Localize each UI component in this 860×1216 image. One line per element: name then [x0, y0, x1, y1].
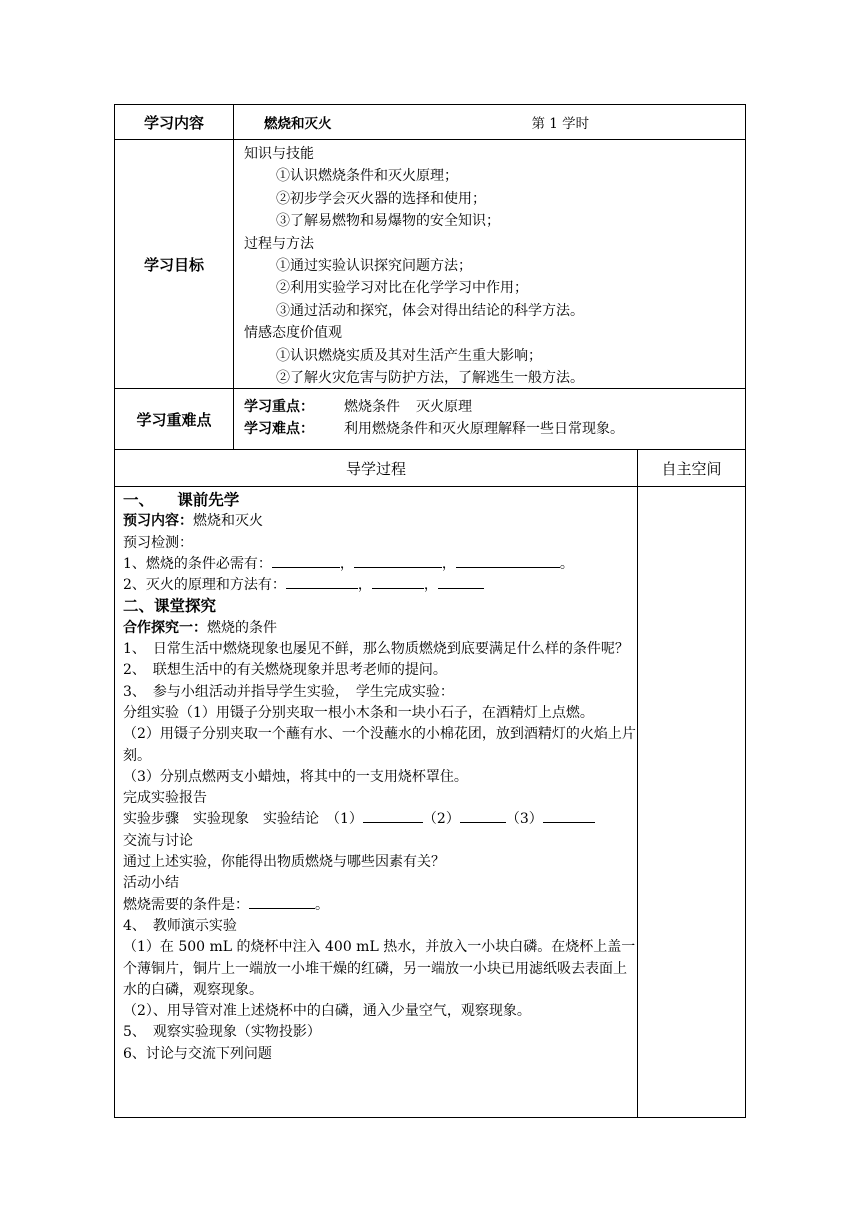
- label-learning-goals: 学习目标: [115, 140, 234, 388]
- blank: [286, 575, 358, 589]
- question-2: [123, 575, 637, 596]
- process-header: 导学过程: [115, 450, 638, 486]
- paragraph: （2）用镊子分别夹取一个蘸有水、一个没蘸水的小棉花团，放到酒精灯的火焰上片刻。: [123, 726, 636, 764]
- paragraph: 5、 观察实验现象（实物投影）: [123, 1024, 321, 1041]
- paragraph: 活动小结: [123, 875, 179, 892]
- summary-text: 燃烧需要的条件是：: [123, 896, 249, 913]
- difficulty-label: 学习难点：: [244, 421, 314, 437]
- paragraph: （2）、用导管对准上述烧杯中的白磷，通入少量空气，观察现象。: [123, 1003, 531, 1020]
- paragraph: 2、 联想生活中的有关燃烧现象并思考老师的提问。: [123, 662, 447, 679]
- preview-check: 预习检测：: [123, 534, 193, 551]
- goal-heading: 过程与方法: [244, 235, 314, 252]
- goal-item: ③通过活动和探究，体会对得出结论的科学方法。: [276, 302, 584, 319]
- section-title: 二、课堂探究: [123, 597, 217, 616]
- key-point-line: [244, 396, 745, 418]
- label-learning-content: 学习内容: [115, 105, 234, 139]
- paragraph: （1）在 500 mL 的烧杯中注入 400 mL 热水，并放入一小块白磷。在烧杯上盖一个薄铜片，铜片上一端放一小堆干燥的红磷，另一端放一小块已用滤纸吸去表面上水的白磷，观察现象。: [123, 939, 636, 998]
- key-point-value: 燃烧条件: [344, 399, 400, 415]
- report-line: [123, 809, 637, 830]
- summary-line: [123, 895, 637, 916]
- coop-value: 燃烧的条件: [207, 619, 277, 636]
- space-header: 自主空间: [661, 459, 722, 478]
- paragraph: （3）分别点燃两支小蜡烛，将其中的一支用烧杯罩住。: [123, 768, 468, 785]
- sep: 。: [315, 896, 329, 913]
- paragraph: 4、 教师演示实验: [123, 917, 237, 934]
- blank: [372, 575, 424, 589]
- difficulty-line: [244, 418, 745, 440]
- paragraph: 6、讨论与交流下列问题: [123, 1045, 272, 1062]
- goal-heading: 情感态度价值观: [244, 325, 342, 342]
- sep: ，: [441, 555, 456, 572]
- lesson-period: 第 1 学时: [531, 116, 590, 132]
- report-text: 实验步骤 实验现象 实验结论 （1）: [123, 811, 363, 828]
- blank: [543, 809, 595, 823]
- blank: [438, 575, 484, 589]
- paragraph: 1、 日常生活中燃烧现象也屡见不鲜，那么物质燃烧到底要满足什么样的条件呢？: [123, 641, 629, 658]
- key-point-label: 学习重点：: [244, 399, 314, 415]
- paragraph: 交流与讨论: [123, 832, 193, 849]
- paragraph: 通过上述实验，你能得出物质燃烧与哪些因素有关？: [123, 854, 445, 871]
- blank: [272, 554, 340, 568]
- blank: [460, 809, 506, 823]
- difficulty-value: 利用燃烧条件和灭火原理解释一些日常现象。: [344, 421, 624, 437]
- content-cell: [234, 105, 745, 139]
- report-text: （2）: [422, 811, 460, 828]
- goal-item: ②利用实验学习对比在化学学习中作用；: [276, 280, 528, 297]
- label-key-points: 学习重难点: [115, 389, 234, 449]
- goal-item: ②初步学会灭火器的选择和使用；: [276, 190, 486, 207]
- key-points-cell: [234, 389, 745, 449]
- goal-item: ①通过实验认识探究问题方法；: [276, 258, 472, 275]
- row-header: [114, 450, 746, 487]
- goal-item: ①认识燃烧实质及其对生活产生重大影响；: [276, 347, 542, 364]
- sep: 。: [559, 555, 574, 572]
- row-body: [114, 487, 746, 1118]
- row-learning-goals: [114, 140, 746, 389]
- row-key-points: [114, 389, 746, 450]
- question-text: 1、燃烧的条件必需有：: [123, 555, 272, 572]
- self-study-space-cell: [638, 487, 745, 1117]
- paragraph: 3、 参与小组活动并指导学生实验， 学生完成实验：: [123, 683, 454, 700]
- preview-label: 预习内容：: [123, 513, 193, 530]
- preview-value: 燃烧和灭火: [193, 513, 263, 530]
- goal-item: ①认识燃烧条件和灭火原理；: [276, 168, 458, 185]
- question-1: [123, 554, 637, 575]
- preview-line: [123, 511, 637, 532]
- row-learning-content: [114, 104, 746, 140]
- paragraph: 分组实验（1）用镊子分别夹取一根小木条和一块小石子，在酒精灯上点燃。: [123, 704, 594, 721]
- sep: ，: [339, 555, 354, 572]
- paragraph: 完成实验报告: [123, 790, 207, 807]
- key-point-value: 灭火原理: [416, 399, 472, 415]
- blank: [456, 554, 560, 568]
- sep: ，: [357, 577, 372, 594]
- blank: [354, 554, 442, 568]
- goal-heading: 知识与技能: [244, 146, 314, 162]
- goal-item: ②了解火灾危害与防护方法，了解逃生一般方法。: [276, 370, 584, 387]
- lesson-plan-table: [114, 104, 746, 1118]
- goals-cell: [234, 140, 745, 388]
- report-text: （3）: [505, 811, 543, 828]
- guided-process-cell: [115, 487, 638, 1117]
- lesson-topic: 燃烧和灭火: [264, 116, 332, 132]
- goal-item: ③了解易燃物和易爆物的安全知识；: [276, 213, 500, 230]
- question-text: 2、灭火的原理和方法有：: [123, 577, 286, 594]
- coop-line: [123, 618, 637, 639]
- section-title: 一、 课前先学: [123, 491, 240, 509]
- blank: [363, 809, 423, 823]
- sep: ，: [423, 577, 438, 594]
- coop-label: 合作探究一：: [123, 619, 207, 636]
- blank: [249, 895, 315, 909]
